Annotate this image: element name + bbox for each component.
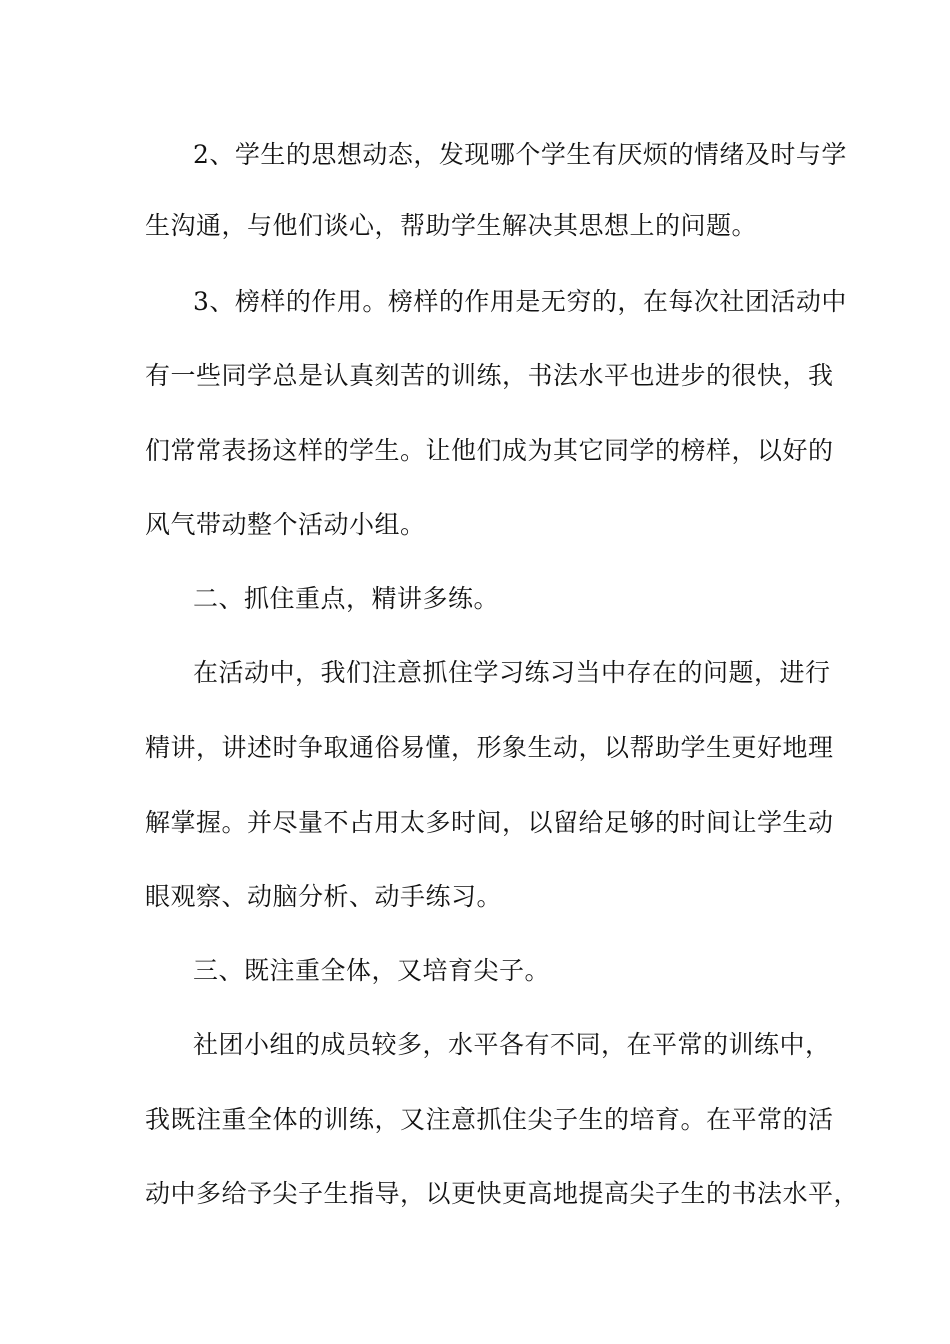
paragraph-line: 们常常表扬这样的学生。让他们成为其它同学的榜样，以好的 bbox=[145, 436, 834, 465]
paragraph-line: 在活动中，我们注意抓住学习练习当中存在的问题，进行 bbox=[193, 658, 831, 687]
paragraph-line: 精讲，讲述时争取通俗易懂，形象生动，以帮助学生更好地理 bbox=[145, 733, 834, 762]
paragraph-line: 解掌握。并尽量不占用太多时间，以留给足够的时间让学生动 bbox=[145, 808, 834, 837]
paragraph-line: 我既注重全体的训练，又注意抓住尖子生的培育。在平常的活 bbox=[145, 1105, 834, 1134]
paragraph-line: 社团小组的成员较多，水平各有不同，在平常的训练中， bbox=[193, 1030, 831, 1059]
section-heading: 三、既注重全体，又培育尖子。 bbox=[193, 956, 551, 985]
paragraph-line: 风气带动整个活动小组。 bbox=[145, 510, 426, 539]
paragraph-line: 2、学生的思想动态，发现哪个学生有厌烦的情绪及时与学 bbox=[193, 140, 847, 169]
paragraph-line: 3、榜样的作用。榜样的作用是无穷的，在每次社团活动中 bbox=[193, 287, 847, 316]
paragraph-line: 动中多给予尖子生指导，以更快更高地提高尖子生的书法水平， bbox=[145, 1179, 860, 1208]
paragraph-line: 眼观察、动脑分析、动手练习。 bbox=[145, 882, 503, 911]
paragraph-line: 生沟通，与他们谈心，帮助学生解决其思想上的问题。 bbox=[145, 211, 758, 240]
paragraph-line: 有一些同学总是认真刻苦的训练，书法水平也进步的很快，我 bbox=[145, 361, 834, 390]
section-heading: 二、抓住重点，精讲多练。 bbox=[193, 584, 500, 613]
